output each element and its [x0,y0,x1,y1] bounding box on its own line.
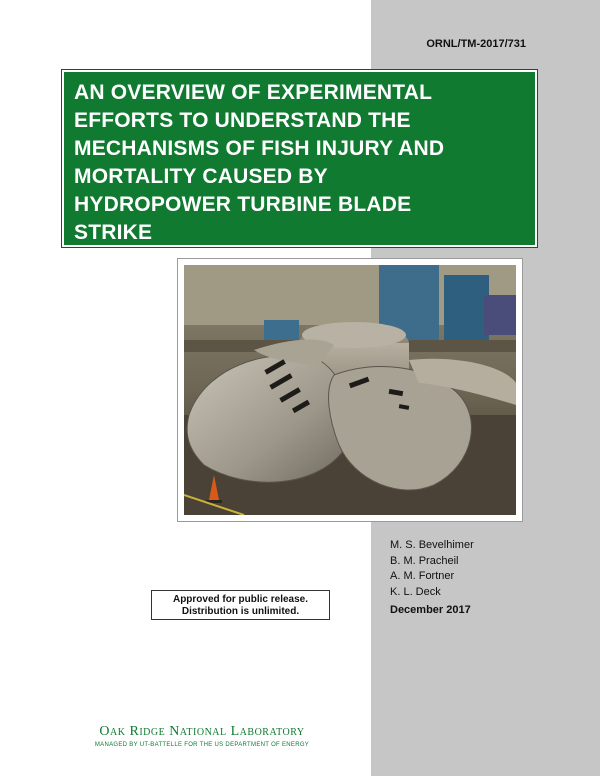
title-box [62,70,537,247]
author-name: M. S. Bevelhimer [390,539,474,551]
turbine-photo [184,265,516,515]
lab-logo-subtitle: MANAGED BY UT-BATTELLE FOR THE US DEPARTMENT OF ENERGY [94,742,310,748]
publication-date: December 2017 [390,604,471,616]
cover-photo-frame [177,258,523,522]
author-name: K. L. Deck [390,585,441,598]
report-number: ORNL/TM-2017/731 [426,38,526,50]
release-statement-box [151,590,330,620]
release-line-2: Distribution is unlimited. [181,606,300,617]
author-list [390,538,474,600]
author-name: B. M. Pracheil [390,554,459,567]
author-name: A. M. Fortner [390,570,455,582]
lab-logo-name: Oak Ridge National Laboratory [99,724,305,739]
turbine-photo-illustration [184,265,516,515]
report-title: AN OVERVIEW OF EXPERIMENTAL EFFORTS TO UNDERSTAND THE MECHANISMS OF FISH INJURY AND MORTALITY CAUSED BY HYDROPOWER TURBINE BLADE STRIKE [74,81,445,244]
release-line-1: Approved for public release. [172,594,309,605]
